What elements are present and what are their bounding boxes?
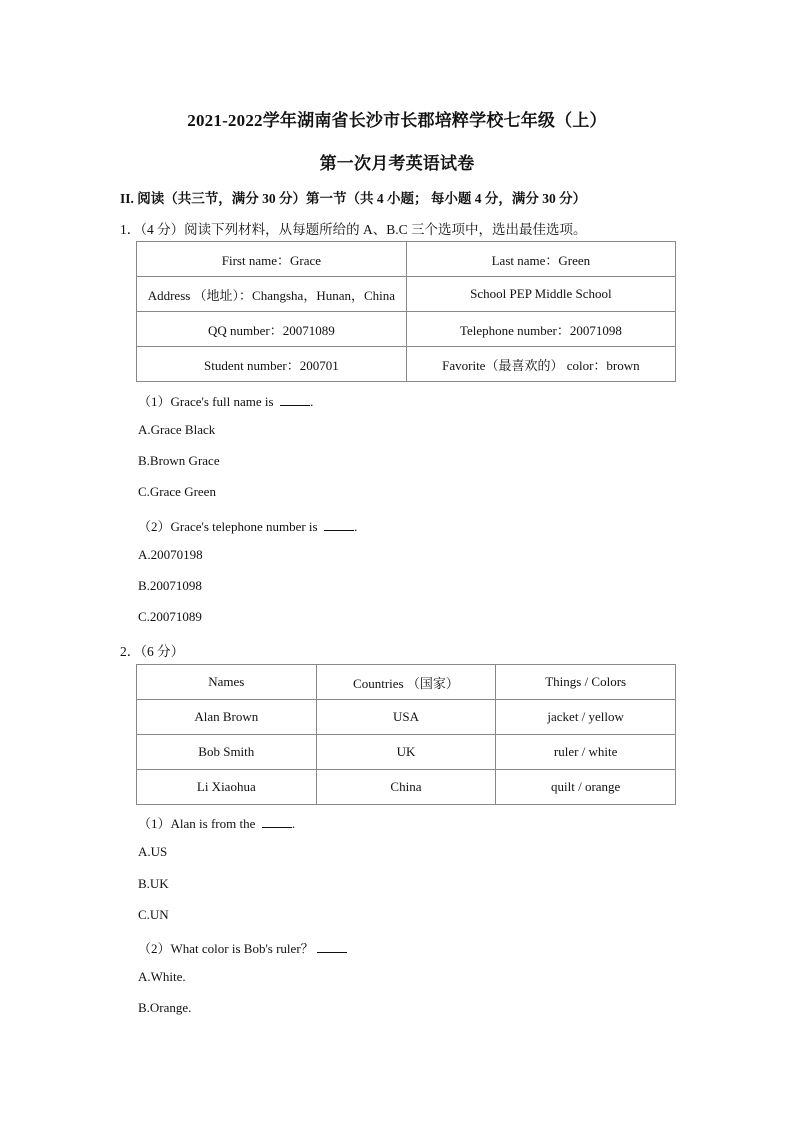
option-c: C.Grace Green — [138, 484, 216, 499]
page-title: 2021-2022学年湖南省长沙市长郡培粹学校七年级（上） — [187, 111, 607, 130]
table-row — [137, 242, 676, 277]
option-c: C.20071089 — [138, 609, 202, 624]
table-cell: Things / Colors — [496, 665, 676, 700]
table-cell: USA — [316, 700, 496, 735]
question-2-1-stem — [138, 813, 295, 832]
table-cell: China — [316, 770, 496, 805]
table-cell: Favorite（最喜欢的） color：brown — [406, 347, 675, 382]
table-cell: UK — [316, 735, 496, 770]
table-cell: School PEP Middle School — [406, 277, 675, 312]
table-row — [137, 347, 676, 382]
question-1-heading: 1．（4 分）阅读下列材料，从每题所给的 A、B.C 三个选项中，选出最佳选项。 — [120, 222, 587, 237]
stem-end: . — [310, 394, 314, 409]
answer-blank — [262, 817, 292, 828]
option-a: A.White. — [138, 969, 186, 984]
table-row — [137, 665, 676, 700]
table-cell: Address （地址）：Changsha，Hunan，China — [137, 277, 407, 312]
table-cell: Alan Brown — [137, 700, 317, 735]
question-1-1-stem — [138, 391, 313, 410]
option-a: A.Grace Black — [138, 422, 216, 437]
stem-text: （2）Grace's telephone number is — [138, 519, 321, 534]
table-row — [137, 277, 676, 312]
info-table-grace — [136, 241, 676, 382]
question-1-2-stem — [138, 516, 357, 535]
option-b: B.UK — [138, 876, 169, 891]
answer-blank — [317, 942, 347, 953]
stem-text: （2）What color is Bob's ruler？ — [138, 941, 317, 956]
table-cell: Last name：Green — [406, 242, 675, 277]
table-cell: First name：Grace — [137, 242, 407, 277]
stem-end: . — [354, 519, 358, 534]
table-row — [137, 770, 676, 805]
table-cell: ruler / white — [496, 735, 676, 770]
option-c: C.UN — [138, 907, 169, 922]
table-cell: quilt / orange — [496, 770, 676, 805]
table-row — [137, 312, 676, 347]
option-b: B.Orange. — [138, 1000, 192, 1015]
table-row — [137, 700, 676, 735]
section-heading: II. 阅读（共三节，满分 30 分）第一节（共 4 小题； 每小题 4 分，满分 30 分） — [120, 191, 587, 206]
option-b: B.20071098 — [138, 578, 202, 593]
stem-end: . — [291, 816, 296, 831]
question-2-2-stem — [138, 938, 347, 957]
table-cell: Student number：200701 — [137, 347, 407, 382]
table-cell: jacket / yellow — [496, 700, 676, 735]
option-a: A.20070198 — [138, 547, 203, 562]
table-cell: Li Xiaohua — [137, 770, 317, 805]
stem-text: （1）Grace's full name is — [138, 394, 277, 409]
stem-text: （1）Alan is from the — [138, 816, 259, 831]
table-cell: Telephone number：20071098 — [406, 312, 675, 347]
answer-blank — [280, 395, 310, 406]
table-row — [137, 735, 676, 770]
table-cell: Countries （国家） — [316, 665, 496, 700]
table-cell: Names — [137, 665, 317, 700]
question-2-heading: 2．（6 分） — [120, 644, 185, 659]
answer-blank — [324, 520, 354, 531]
table-cell: QQ number：20071089 — [137, 312, 407, 347]
option-b: B.Brown Grace — [138, 453, 220, 468]
option-a: A.US — [138, 844, 168, 859]
table-cell: Bob Smith — [137, 735, 317, 770]
info-table-names — [136, 664, 676, 805]
page-subtitle: 第一次月考英语试卷 — [319, 154, 475, 173]
